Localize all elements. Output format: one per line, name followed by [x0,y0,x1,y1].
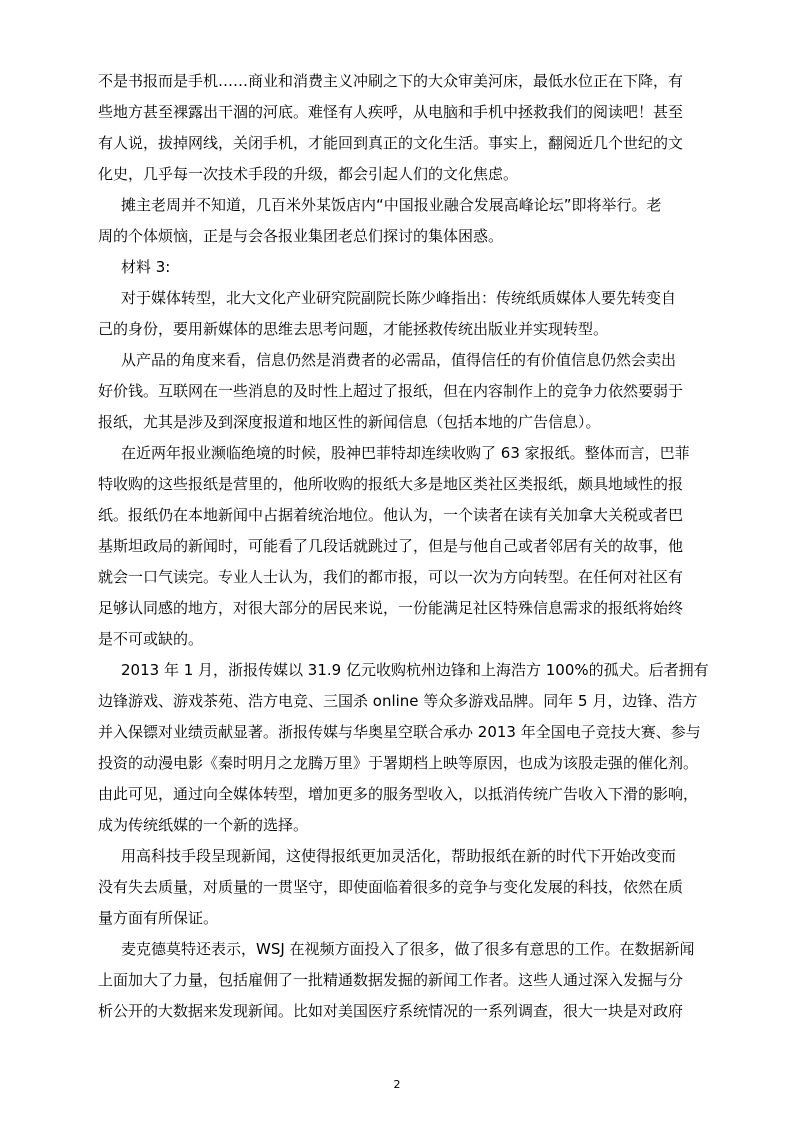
paragraph [98,442,704,659]
text-line: 己的身份，要用新媒体的思维去思考问题，才能拯救传统出版业并实现转型。 [98,320,609,338]
text-line: 就会一口气读完。专业人士认为，我们的都市报，可以一次为方向转型。在任何对社区有 [98,568,684,586]
paragraph [98,287,704,349]
text-line: 纸。报纸仍在本地新闻中占据着统治地位。他认为，一个读者在读有关加拿大关税或者巴 [98,506,684,524]
text-line: 些地方甚至裸露出干涸的河底。难怪有人疾呼，从电脑和手机中拯救我们的阅读吧！甚至 [98,103,684,121]
text-line: 析公开的大数据来发现新闻。比如对美国医疗系统情况的一系列调查，很大一块是对政府 [98,1002,684,1020]
text-line: 用高科技手段呈现新闻，这使得报纸更加灵活化，帮助报纸在新的时代下开始改变而 [121,847,677,865]
text-line: 量方面有所保证。 [98,909,219,927]
text-line: 材料 3: [121,258,171,276]
text-line: 在近两年报业濒临绝境的时候，股神巴菲特却连续收购了 63 家报纸。整体而言，巴菲 [121,444,690,462]
paragraph [98,659,709,845]
text-line: 化史，几乎每一次技术手段的升级，都会引起人们的文化焦虑。 [98,165,519,183]
text-line: 由此可见，通过向全媒体转型，增加更多的服务型收入，以抵消传统广告收入下滑的影响， [98,785,699,803]
paragraph [98,845,704,938]
text-line: 麦克德莫特还表示，WSJ 在视频方面投入了很多，做了很多有意思的工作。在数据新闻 [121,940,695,958]
text-line: 从产品的角度来看，信息仍然是消费者的必需品，值得信任的有价值信息仍然会卖出 [121,351,677,369]
document-body [98,70,709,1031]
text-line: 对于媒体转型，北大文化产业研究院副院长陈少峰指出：传统纸质媒体人要先转变自 [121,289,677,307]
text-line: 特收购的这些报纸是营里的，他所收购的报纸大多是地区类社区类报纸，颇具地域性的报 [98,475,684,493]
text-line: 好价钱。互联网在一些消息的及时性上超过了报纸，但在内容制作上的竞争力依然要弱于 [98,382,684,400]
text-line: 没有失去质量，对质量的一贯坚守，即使面临着很多的竞争与变化发展的科技，依然在质 [98,878,684,896]
text-line: 上面加大了力量，包括雇佣了一批精通数据发掘的新闻工作者。这些人通过深入发掘与分 [98,971,684,989]
paragraph [98,349,704,442]
paragraph [98,70,704,194]
text-line: 2013 年 1 月，浙报传媒以 31.9 亿元收购杭州边锋和上海浩方 100%的孤犬。后者拥有 [121,661,709,679]
text-line: 报纸，尤其是涉及到深度报道和地区性的新闻信息（包括本地的广告信息）。 [98,413,601,431]
page-number: 2 [393,1078,401,1091]
paragraph [98,256,704,287]
text-line: 摊主老周并不知道，几百米外某饭店内“中国报业融合发展高峰论坛”即将举行。老 [121,196,662,214]
text-line: 周的个体烦恼，正是与会各报业集团老总们探讨的集体困惑。 [98,227,504,245]
text-line: 不是书报而是手机……商业和消费主义冲刷之下的大众审美河床，最低水位正在下降，有 [98,72,684,90]
text-line: 投资的动漫电影《秦时明月之龙腾万里》于署期档上映等原因，也成为该股走强的催化剂。 [98,754,699,772]
text-line: 足够认同感的地方，对很大部分的居民来说，一份能满足社区特殊信息需求的报纸将始终 [98,599,684,617]
paragraph [98,194,704,256]
text-line: 成为传统纸媒的一个新的选择。 [98,816,309,834]
paragraph [98,938,704,1031]
text-line: 基斯坦政局的新闻时，可能看了几段话就跳过了，但是与他自己或者邻居有关的故事，他 [98,537,684,555]
text-line: 边锋游戏、游戏茶苑、浩方电竞、三国杀 online 等众多游戏品牌。同年 5 月，边锋、浩方 [98,692,698,710]
text-line: 并入保镖对业绩贡献显著。浙报传媒与华奥星空联合承办 2013 年全国电子竞技大赛、参与 [98,723,701,741]
text-line: 有人说，拔掉网线，关闭手机，才能回到真正的文化生活。事实上，翻阅近几个世纪的文 [98,134,684,152]
text-line: 是不可或缺的。 [98,630,204,648]
